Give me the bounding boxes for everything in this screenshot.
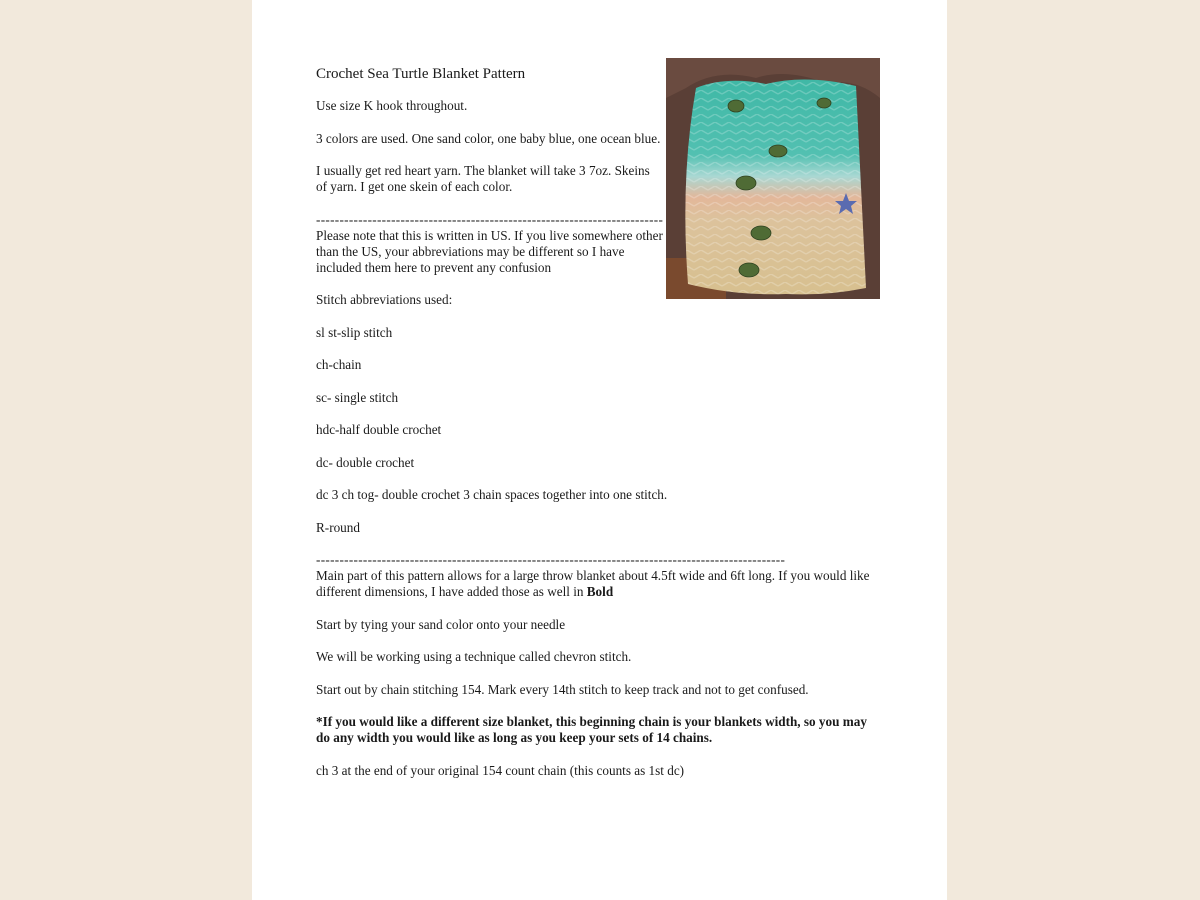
yarn-text: I usually get red heart yarn. The blanket will take 3 7oz. Skeins of yarn. I get one skein of each color. (316, 163, 650, 194)
us-note-text: Please note that this is written in US. If you live somewhere other than the US, your abbreviations may be different so I have included them here to prevent any confusion (316, 227, 663, 275)
abbrev-item-sl-st: sl st-slip stitch (316, 324, 393, 340)
blanket-photo (666, 58, 880, 299)
document-page (252, 0, 947, 900)
turtle-icon (769, 145, 787, 157)
colors-text: 3 colors are used. One sand color, one baby blue, one ocean blue. (316, 130, 661, 146)
document-title: Crochet Sea Turtle Blanket Pattern (316, 66, 526, 82)
chain-start-text: Start out by chain stitching 154. Mark every 14th stitch to keep track and not to get confused. (316, 681, 809, 697)
divider-long: ---------------------------------------------------------------------------------------------------- (316, 552, 786, 567)
turtle-icon (817, 98, 831, 108)
main-part-bold: Bold (586, 584, 614, 599)
turtle-icon (751, 226, 771, 240)
size-bold-note: *If you would like a different size blanket, this beginning chain is your blankets width, so you may do any width you would like as long as you keep your sets of 14 chains. (316, 714, 867, 745)
abbrev-item-dc: dc- double crochet (316, 454, 415, 470)
abbrev-item-ch: ch-chain (316, 357, 362, 372)
abbrev-item-r: R-round (316, 519, 360, 535)
ch3-text: ch 3 at the end of your original 154 count chain (this counts as 1st dc) (316, 762, 685, 778)
main-part-text (316, 568, 872, 600)
turtle-icon (736, 176, 756, 190)
divider-short: -------------------------------------------------------------------------- (316, 211, 664, 227)
start-sand-text: Start by tying your sand color onto your needle (316, 616, 566, 632)
abbrev-item-hdc: hdc-half double crochet (316, 422, 442, 437)
turtle-icon (739, 263, 759, 277)
technique-text: We will be working using a technique called chevron stitch. (316, 649, 632, 664)
blanket-chevron-texture (685, 79, 866, 294)
abbreviations-heading: Stitch abbreviations used: (316, 292, 453, 307)
main-part-body: Main part of this pattern allows for a large throw blanket about 4.5ft wide and 6ft long. If you would like different dimensions, I have added those as well in (316, 568, 870, 599)
abbrev-item-sc: sc- single stitch (316, 389, 399, 405)
blanket-photo-image (666, 58, 880, 299)
abbrev-item-dc3chtog: dc 3 ch tog- double crochet 3 chain spaces together into one stitch. (316, 487, 668, 502)
hook-size-text: Use size K hook throughout. (316, 98, 468, 113)
turtle-icon (728, 100, 744, 112)
